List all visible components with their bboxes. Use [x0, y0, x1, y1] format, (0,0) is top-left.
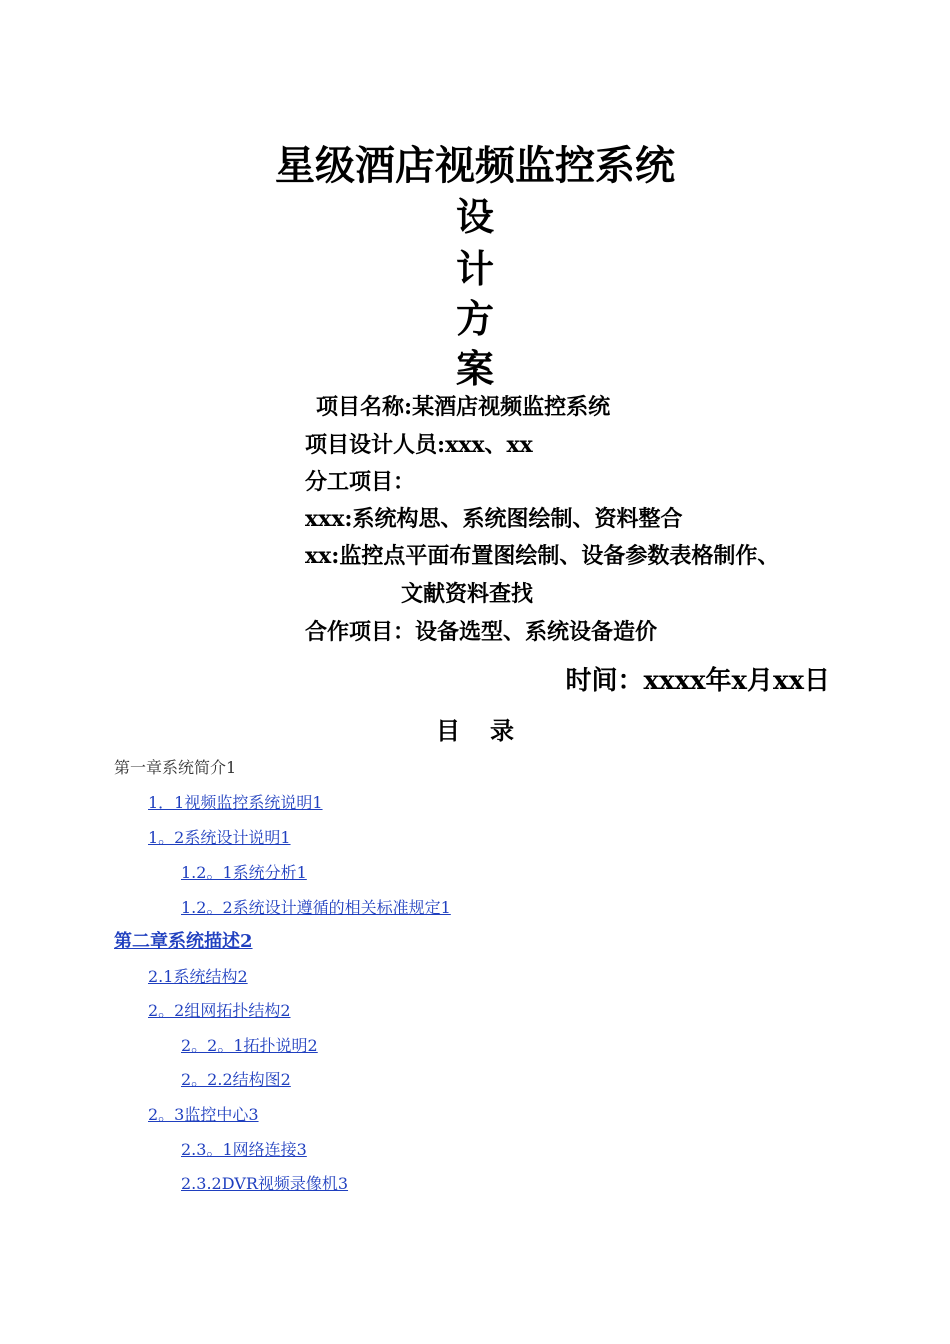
toc-heading: 目录: [436, 716, 544, 745]
toc-entry-link[interactable]: 1。2系统设计说明1: [148, 828, 291, 847]
toc-entry-link[interactable]: 1.2。2系统设计遵循的相关标准规定1: [181, 898, 451, 917]
toc-entry-link[interactable]: 2.3。1网络连接3: [181, 1140, 307, 1159]
cooperation-project: 合作项目：设备选型、系统设备造价: [305, 619, 658, 645]
toc-entry-link[interactable]: 2。2组网拓扑结构2: [148, 1001, 291, 1020]
toc-chapter-link[interactable]: 第二章系统描述2: [114, 931, 253, 952]
title-char-2: 计: [455, 246, 494, 291]
title-char-4: 案: [455, 346, 494, 391]
division-label: 分工项目：: [305, 469, 416, 495]
document-title: 星级酒店视频监控系统: [275, 142, 675, 189]
title-char-3: 方: [455, 296, 494, 341]
document-date: 时间：xxxx年x月xx日: [565, 666, 830, 696]
xxx-tasks: xxx:系统构思、系统图绘制、资料整合: [305, 506, 683, 532]
toc-entry-link[interactable]: 2。2。1拓扑说明2: [181, 1036, 318, 1055]
toc-entry-link[interactable]: 2。2.2结构图2: [181, 1070, 291, 1089]
project-designers: 项目设计人员:xxx、xx: [305, 432, 533, 458]
toc-entry-link[interactable]: 2.3.2DVR视频录像机3: [181, 1174, 349, 1193]
toc-entry: 第一章系统简介1: [114, 758, 237, 777]
toc-entry-link[interactable]: 1.2。1系统分析1: [181, 863, 307, 882]
xx-tasks-continued: 文献资料查找: [401, 581, 534, 607]
toc-entry-link[interactable]: 2。3监控中心3: [148, 1105, 259, 1124]
title-char-1: 设: [455, 194, 494, 239]
toc-entry-link[interactable]: 2.1系统结构2: [148, 967, 248, 986]
toc-entry-link[interactable]: 1．1视频监控系统说明1: [148, 793, 323, 812]
xx-tasks: xx:监控点平面布置图绘制、设备参数表格制作、: [305, 543, 780, 569]
project-name: 项目名称:某酒店视频监控系统: [316, 394, 611, 420]
